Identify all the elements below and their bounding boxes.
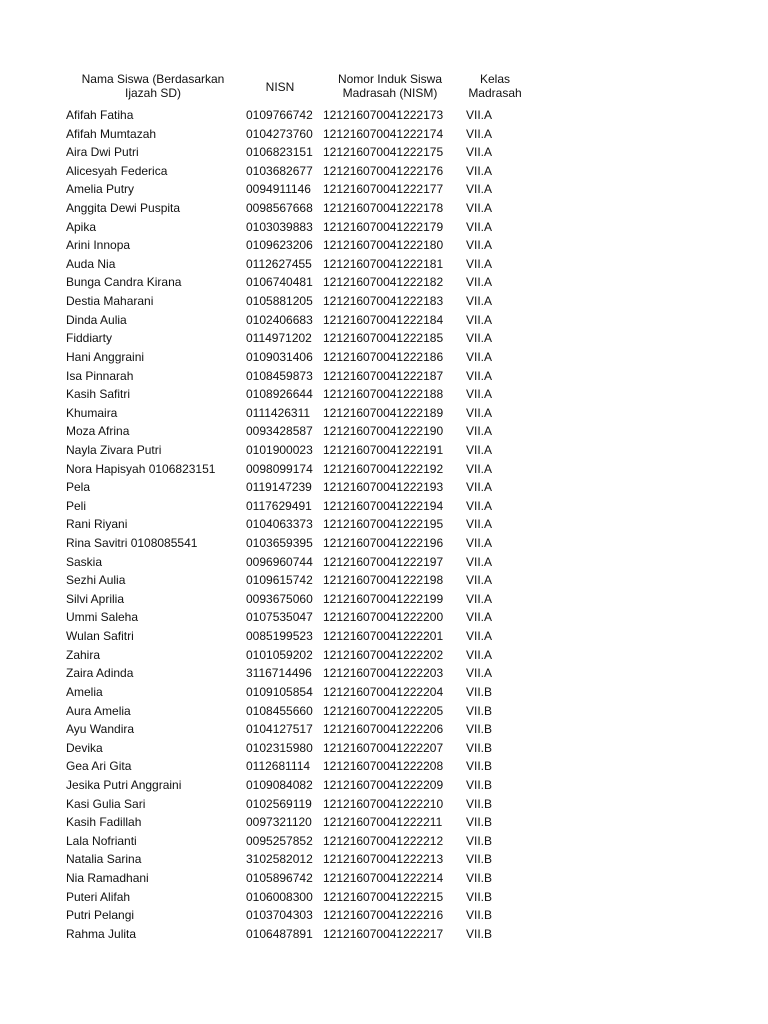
table-row (0, 460, 768, 479)
table-row (0, 627, 768, 646)
cell-nisn: 0097321120 (246, 815, 312, 830)
table-row (0, 813, 768, 832)
table-row (0, 888, 768, 907)
table-row (0, 311, 768, 330)
cell-nisn: 0102315980 (246, 740, 313, 755)
cell-nisn: 0103704303 (246, 908, 313, 923)
cell-nama: Zaira Adinda (66, 666, 134, 681)
cell-kelas: VII.A (466, 629, 493, 644)
cell-kelas: VII.B (466, 796, 493, 811)
cell-nisn: 0093428587 (246, 424, 313, 439)
cell-nisn: 0102406683 (246, 312, 313, 327)
cell-nama: Afifah Fatiha (66, 108, 134, 122)
cell-kelas: VII.B (466, 759, 493, 774)
cell-kelas: VII.B (466, 815, 493, 830)
cell-nisn: 0102569119 (246, 796, 312, 811)
cell-nism: 121216070041222180 (323, 238, 444, 253)
table-row (0, 478, 768, 497)
cell-nism: 121216070041222192 (323, 461, 444, 476)
cell-nisn: 0108459873 (246, 368, 313, 383)
cell-kelas: VII.A (466, 219, 493, 234)
table-row (0, 553, 768, 572)
cell-nisn: 0109031406 (246, 349, 313, 364)
cell-nama: Apika (66, 219, 97, 234)
cell-nism: 121216070041222200 (323, 610, 444, 625)
cell-nama: Pela (66, 480, 91, 495)
table-row (0, 571, 768, 590)
cell-kelas: VII.A (466, 201, 493, 216)
cell-nism: 121216070041222181 (323, 256, 444, 271)
cell-nism: 121216070041222208 (323, 759, 444, 774)
cell-nism: 121216070041222214 (323, 870, 444, 885)
cell-nisn: 0109623206 (246, 238, 313, 253)
cell-kelas: VII.A (466, 108, 493, 122)
cell-nism: 121216070041222199 (323, 591, 444, 606)
cell-kelas: VII.A (466, 182, 493, 197)
table-row (0, 608, 768, 627)
table-row (0, 255, 768, 274)
cell-nisn: 0106008300 (246, 889, 313, 904)
cell-nism: 121216070041222184 (323, 312, 444, 327)
cell-nama: Wulan Safitri (66, 629, 134, 644)
table-row (0, 515, 768, 534)
cell-kelas: VII.A (466, 647, 493, 662)
cell-kelas: VII.A (466, 517, 493, 532)
cell-nism: 121216070041222198 (323, 573, 444, 588)
cell-kelas: VII.A (466, 145, 493, 160)
cell-nama: Khumaira (66, 405, 118, 420)
table-row (0, 869, 768, 888)
table-row (0, 683, 768, 702)
cell-nism: 121216070041222209 (323, 777, 444, 792)
cell-kelas: VII.B (466, 703, 493, 718)
table-row (0, 720, 768, 739)
cell-kelas: VII.A (466, 331, 493, 346)
cell-nisn: 3116714496 (246, 666, 312, 681)
table-row (0, 180, 768, 199)
cell-kelas: VII.A (466, 126, 493, 141)
cell-nama: Kasi Gulia Sari (66, 796, 146, 811)
table-row (0, 348, 768, 367)
cell-nism: 121216070041222216 (323, 908, 444, 923)
cell-nama: Ummi Saleha (66, 610, 139, 625)
cell-nism: 121216070041222194 (323, 498, 444, 513)
cell-kelas: VII.A (466, 163, 493, 178)
cell-nism: 121216070041222185 (323, 331, 444, 346)
cell-nisn: 0095257852 (246, 833, 313, 848)
cell-nism: 121216070041222207 (323, 740, 444, 755)
table-row (0, 590, 768, 609)
cell-nama: Auda Nia (66, 256, 116, 271)
table-row (0, 422, 768, 441)
cell-nisn: 0104273760 (246, 126, 313, 141)
cell-nama: Putri Pelangi (66, 908, 135, 923)
cell-kelas: VII.A (466, 480, 493, 495)
cell-nisn: 0093675060 (246, 591, 313, 606)
table-row (0, 441, 768, 460)
cell-kelas: VII.B (466, 908, 493, 923)
cell-nama: Ayu Wandira (66, 722, 135, 737)
cell-kelas: VII.A (466, 610, 493, 625)
table-row (0, 143, 768, 162)
cell-nama: Dinda Aulia (66, 312, 127, 327)
cell-nism: 121216070041222177 (323, 182, 444, 197)
cell-nism: 121216070041222196 (323, 536, 444, 551)
cell-nama: Rahma Julita (66, 926, 137, 941)
cell-nism: 121216070041222188 (323, 387, 444, 402)
cell-kelas: VII.B (466, 852, 493, 867)
cell-nama: Zahira (66, 647, 101, 662)
cell-kelas: VII.B (466, 777, 493, 792)
cell-nisn: 0104127517 (246, 722, 313, 737)
cell-nisn: 0112681114 (246, 759, 311, 774)
table-row (0, 292, 768, 311)
table-row (0, 329, 768, 348)
cell-nama: Puteri Alifah (66, 889, 131, 904)
table-row (0, 273, 768, 292)
cell-nisn: 0108926644 (246, 387, 313, 402)
cell-nama: Aura Amelia (66, 703, 131, 718)
cell-nama: Peli (66, 498, 87, 513)
cell-nisn: 0109766742 (246, 108, 313, 122)
table-row (0, 534, 768, 553)
cell-kelas: VII.A (466, 349, 493, 364)
cell-nama: Arini Innopa (66, 238, 131, 253)
cell-kelas: VII.A (466, 238, 493, 253)
table-row (0, 664, 768, 683)
cell-nama: Bunga Candra Kirana (66, 275, 182, 290)
cell-kelas: VII.B (466, 870, 493, 885)
cell-nisn: 0107535047 (246, 610, 313, 625)
cell-kelas: VII.A (466, 405, 493, 420)
table-row (0, 106, 768, 125)
header-nism: Nomor Induk Siswa Madrasah (NISM) (337, 72, 443, 100)
cell-nism: 121216070041222217 (323, 926, 444, 941)
cell-nism: 121216070041222202 (323, 647, 444, 662)
cell-kelas: VII.A (466, 461, 493, 476)
cell-nism: 121216070041222186 (323, 349, 444, 364)
table-row (0, 125, 768, 144)
cell-nama: Anggita Dewi Puspita (66, 201, 181, 216)
cell-nisn: 0109084082 (246, 777, 313, 792)
cell-kelas: VII.B (466, 722, 493, 737)
cell-nama: Amelia (66, 684, 103, 699)
cell-kelas: VII.A (466, 424, 493, 439)
cell-kelas: VII.B (466, 889, 493, 904)
cell-nisn: 0105881205 (246, 294, 313, 309)
cell-nisn: 0114971202 (246, 331, 312, 346)
cell-nism: 121216070041222193 (323, 480, 444, 495)
cell-nisn: 0106740481 (246, 275, 313, 290)
cell-nisn: 0112627455 (246, 256, 312, 271)
cell-nism: 121216070041222190 (323, 424, 444, 439)
header-nisn: NISN (265, 80, 295, 94)
cell-nism: 121216070041222176 (323, 163, 444, 178)
cell-kelas: VII.B (466, 926, 493, 941)
cell-nama: Sezhi Aulia (66, 573, 126, 588)
cell-nism: 121216070041222203 (323, 666, 444, 681)
cell-kelas: VII.A (466, 256, 493, 271)
cell-nism: 121216070041222212 (323, 833, 444, 848)
cell-nism: 121216070041222174 (323, 126, 444, 141)
table-row (0, 218, 768, 237)
cell-nism: 121216070041222182 (323, 275, 444, 290)
cell-nisn: 0103682677 (246, 163, 313, 178)
cell-kelas: VII.A (466, 368, 493, 383)
cell-nism: 121216070041222178 (323, 201, 444, 216)
table-row (0, 739, 768, 758)
cell-kelas: VII.A (466, 294, 493, 309)
cell-nama: Nora Hapisyah 0106823151 (66, 461, 216, 476)
table-row (0, 850, 768, 869)
cell-nism: 121216070041222201 (323, 629, 444, 644)
cell-nama: Jesika Putri Anggraini (66, 777, 182, 792)
cell-kelas: VII.B (466, 833, 493, 848)
cell-nisn: 0109105854 (246, 684, 313, 699)
table-header (0, 72, 768, 106)
cell-nism: 121216070041222213 (323, 852, 444, 867)
table-row (0, 199, 768, 218)
cell-kelas: VII.A (466, 312, 493, 327)
cell-nisn: 0101059202 (246, 647, 313, 662)
cell-nama: Natalia Sarina (66, 852, 142, 867)
header-nama-siswa: Nama Siswa (Berdasarkan Ijazah SD) (81, 72, 225, 100)
cell-nism: 121216070041222187 (323, 368, 444, 383)
cell-nama: Alicesyah Federica (66, 163, 168, 178)
cell-kelas: VII.B (466, 684, 493, 699)
cell-nama: Moza Afrina (66, 424, 130, 439)
cell-nisn: 0103039883 (246, 219, 313, 234)
cell-kelas: VII.A (466, 275, 493, 290)
table-row (0, 832, 768, 851)
cell-nisn: 0104063373 (246, 517, 313, 532)
cell-nisn: 0085199523 (246, 629, 313, 644)
cell-nism: 121216070041222210 (323, 796, 444, 811)
cell-nama: Isa Pinnarah (66, 368, 134, 383)
cell-kelas: VII.A (466, 498, 493, 513)
cell-nama: Afifah Mumtazah (66, 126, 157, 141)
cell-nama: Kasih Fadillah (66, 815, 142, 830)
header-kelas: Kelas Madrasah (468, 72, 522, 100)
cell-nama: Aira Dwi Putri (66, 145, 139, 160)
table-body (0, 106, 768, 943)
cell-nama: Fiddiarty (66, 331, 113, 346)
cell-nism: 121216070041222179 (323, 219, 444, 234)
cell-nism: 121216070041222211 (323, 815, 443, 830)
cell-nism: 121216070041222173 (323, 108, 444, 122)
cell-nama: Hani Anggraini (66, 349, 145, 364)
table-row (0, 906, 768, 925)
cell-nism: 121216070041222205 (323, 703, 444, 718)
cell-nisn: 0117629491 (246, 498, 312, 513)
cell-nisn: 0101900023 (246, 442, 313, 457)
cell-nisn: 0103659395 (246, 536, 313, 551)
table-row (0, 925, 768, 944)
cell-kelas: VII.A (466, 573, 493, 588)
cell-nisn: 0094911146 (246, 182, 311, 197)
cell-kelas: VII.B (466, 740, 493, 755)
table-row (0, 385, 768, 404)
cell-nisn: 0106823151 (246, 145, 313, 160)
cell-nama: Lala Nofrianti (66, 833, 137, 848)
cell-nism: 121216070041222183 (323, 294, 444, 309)
cell-kelas: VII.A (466, 666, 493, 681)
table-row (0, 162, 768, 181)
cell-nama: Devika (66, 740, 103, 755)
cell-nisn: 0098567668 (246, 201, 313, 216)
cell-nism: 121216070041222195 (323, 517, 444, 532)
cell-nism: 121216070041222189 (323, 405, 444, 420)
table-row (0, 404, 768, 423)
cell-kelas: VII.A (466, 442, 493, 457)
table-row (0, 776, 768, 795)
cell-nism: 121216070041222206 (323, 722, 444, 737)
cell-nisn: 0111426311 (246, 405, 311, 420)
cell-nism: 121216070041222204 (323, 684, 444, 699)
table-row (0, 646, 768, 665)
cell-nama: Gea Ari Gita (66, 759, 132, 774)
cell-nism: 121216070041222175 (323, 145, 444, 160)
cell-nama: Nia Ramadhani (66, 870, 149, 885)
cell-nisn: 0098099174 (246, 461, 313, 476)
cell-nisn: 0105896742 (246, 870, 313, 885)
cell-nisn: 0108455660 (246, 703, 313, 718)
cell-nama: Nayla Zivara Putri (66, 442, 162, 457)
table-row (0, 702, 768, 721)
cell-kelas: VII.A (466, 554, 493, 569)
cell-nisn: 0106487891 (246, 926, 313, 941)
cell-nism: 121216070041222191 (323, 442, 444, 457)
table-row (0, 236, 768, 255)
cell-nism: 121216070041222197 (323, 554, 444, 569)
cell-nama: Saskia (66, 554, 103, 569)
table-row (0, 497, 768, 516)
cell-nisn: 0109615742 (246, 573, 313, 588)
cell-nism: 121216070041222215 (323, 889, 444, 904)
cell-nama: Amelia Putry (66, 182, 135, 197)
cell-kelas: VII.A (466, 591, 493, 606)
cell-nama: Rina Savitri 0108085541 (66, 536, 198, 551)
cell-nisn: 0119147239 (246, 480, 312, 495)
cell-nama: Kasih Safitri (66, 387, 131, 402)
cell-kelas: VII.A (466, 536, 493, 551)
table-row (0, 757, 768, 776)
cell-nama: Rani Riyani (66, 517, 128, 532)
table-row (0, 795, 768, 814)
cell-nisn: 3102582012 (246, 852, 313, 867)
cell-kelas: VII.A (466, 387, 493, 402)
cell-nama: Destia Maharani (66, 294, 154, 309)
cell-nama: Silvi Aprilia (66, 591, 125, 606)
cell-nisn: 0096960744 (246, 554, 313, 569)
table-row (0, 367, 768, 386)
